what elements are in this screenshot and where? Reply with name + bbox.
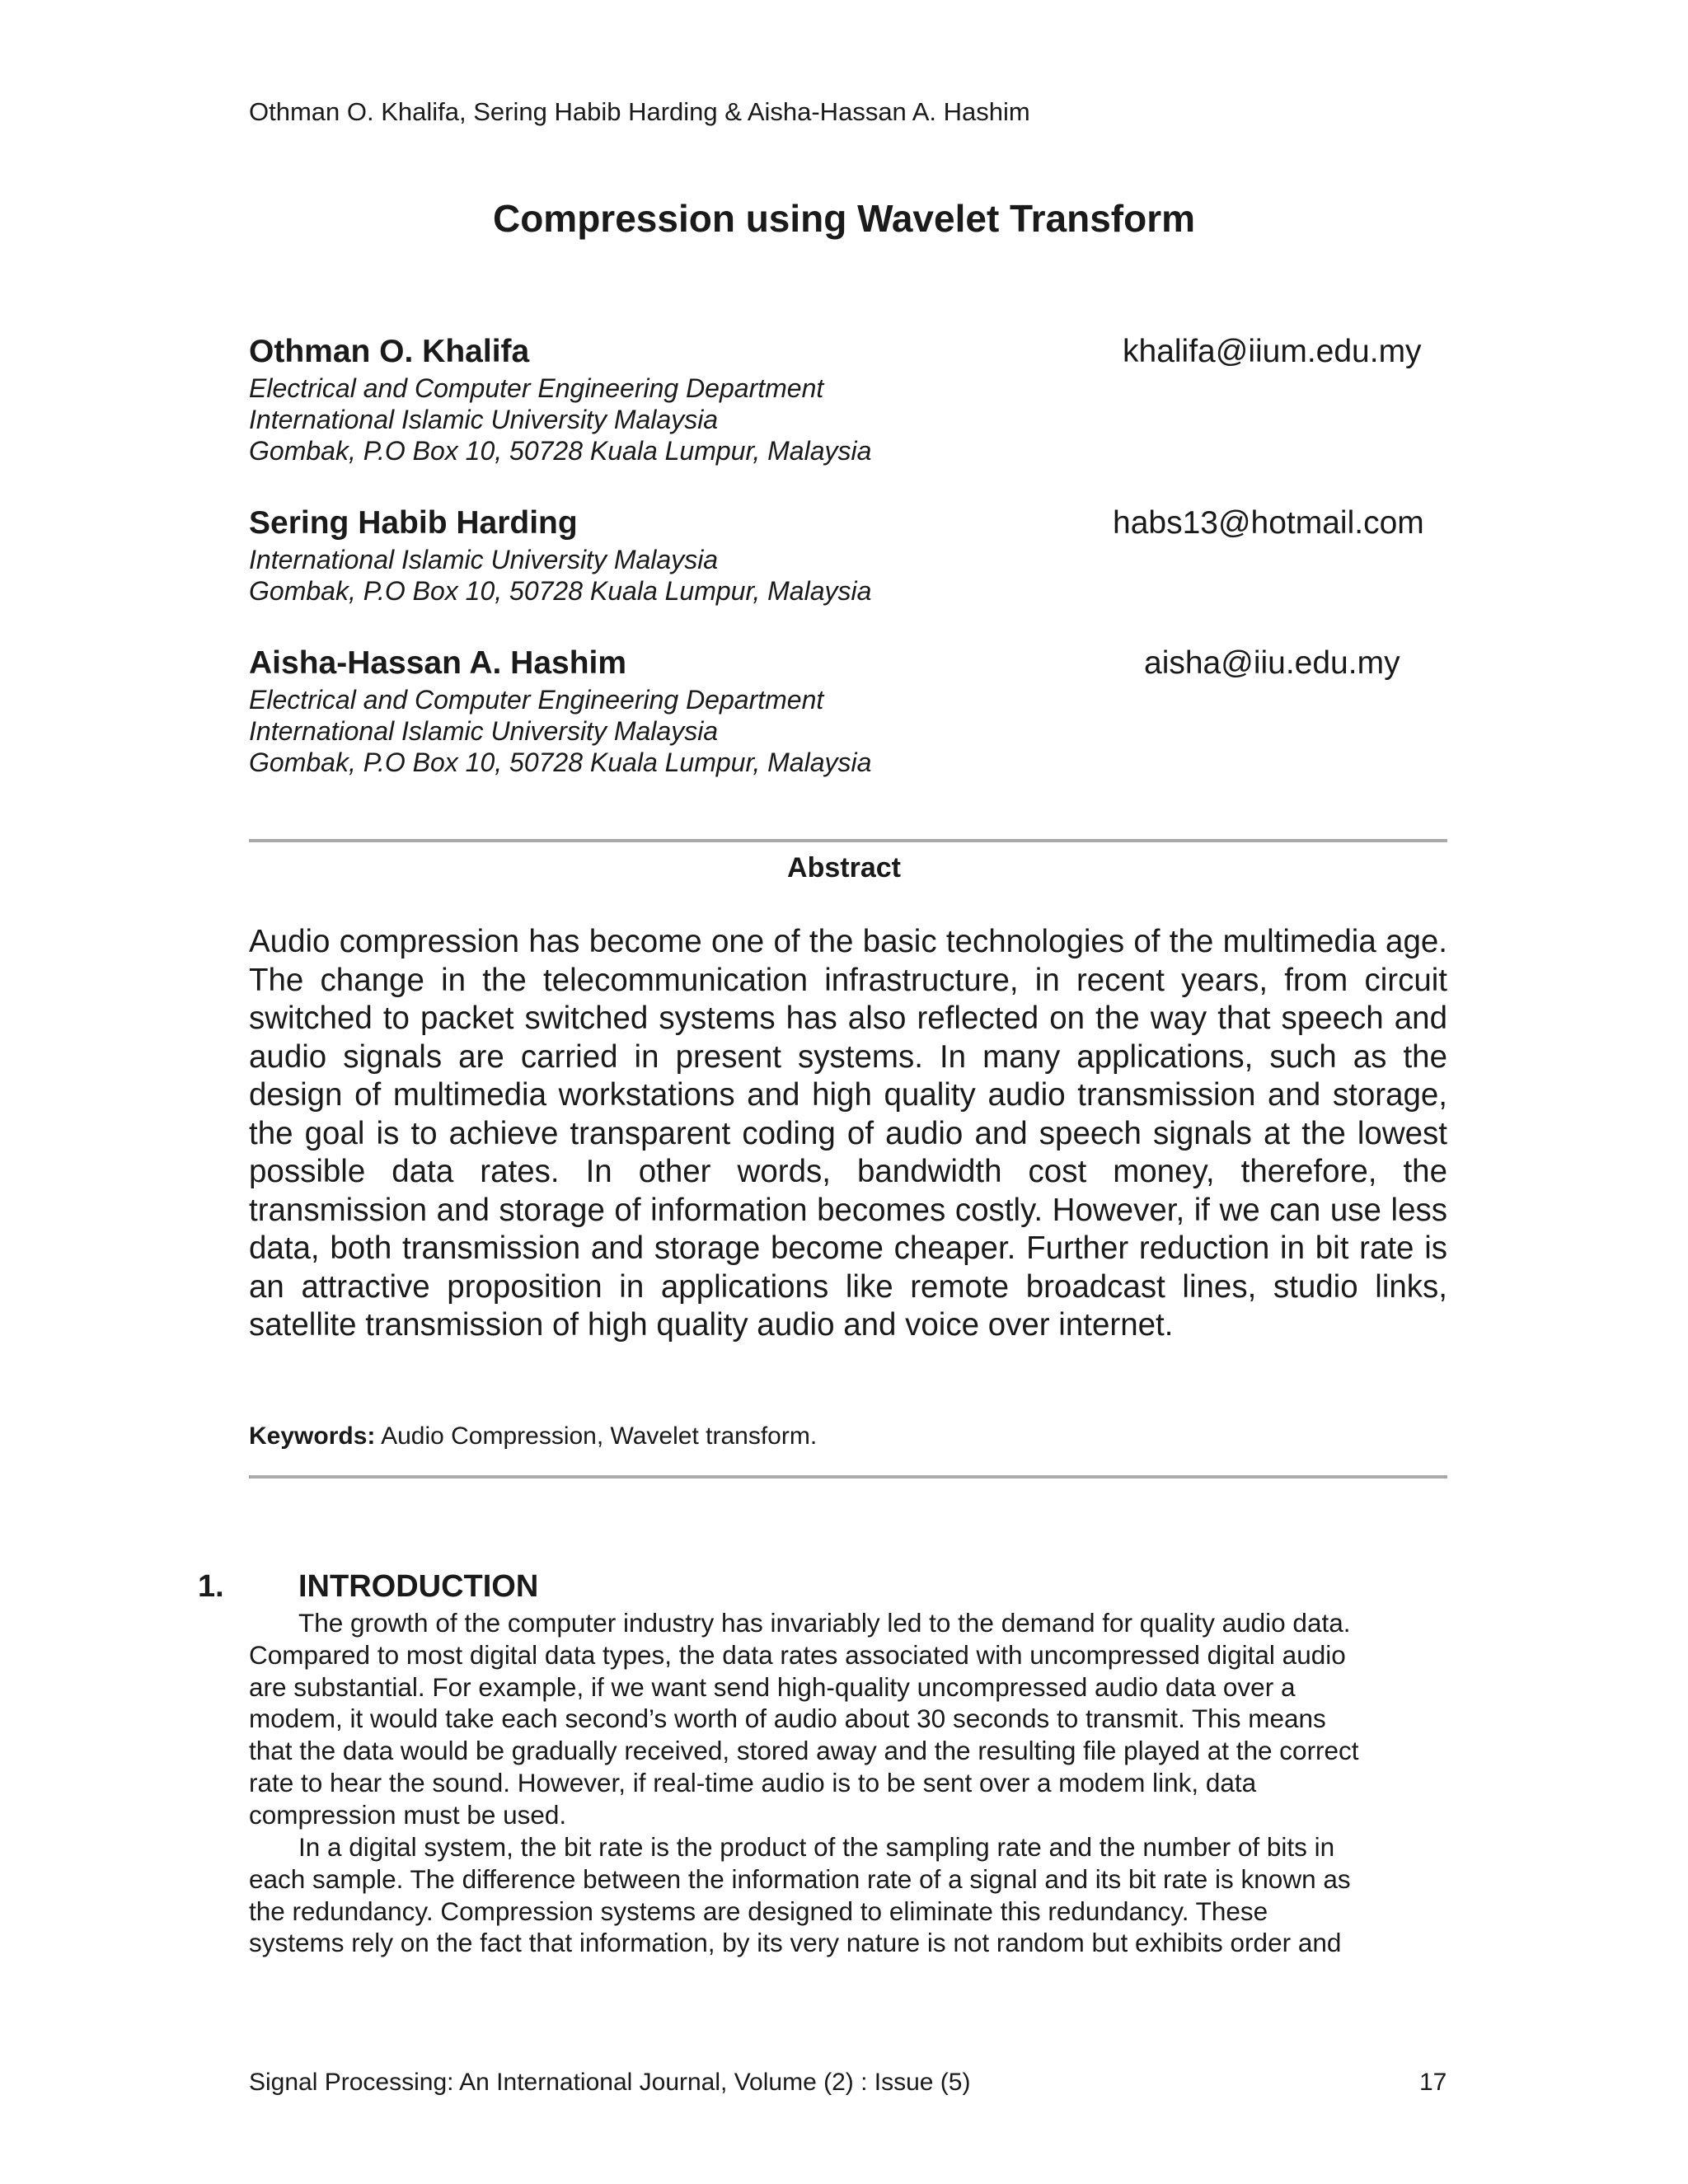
author-affiliation-line: Gombak, P.O Box 10, 50728 Kuala Lumpur, Malaysia xyxy=(249,748,872,777)
paragraph-line: rate to hear the sound. However, if real-time audio is to be sent over a modem link, data xyxy=(249,1767,1257,1797)
abstract-heading: Abstract xyxy=(787,852,901,883)
paragraph-line: are substantial. For example, if we want send high-quality uncompressed audio data over a xyxy=(249,1671,1296,1702)
author-name: Sering Habib Harding xyxy=(249,505,578,541)
abstract-top-rule xyxy=(249,839,1447,842)
author-block xyxy=(249,643,1432,778)
paragraph-line: In a digital system, the bit rate is the product of the sampling rate and the number of bits in xyxy=(298,1832,1335,1862)
paragraph-line: each sample. The difference between the information rate of a signal and its bit rate is known as xyxy=(249,1863,1351,1894)
running-head: Othman O. Khalifa, Sering Habib Harding & Aisha-Hassan A. Hashim xyxy=(249,97,1030,126)
author-affiliation-line: International Islamic University Malaysia xyxy=(249,545,719,574)
paragraph-line: Compared to most digital data types, the data rates associated with uncompressed digital audio xyxy=(249,1639,1346,1670)
paragraph-line: the redundancy. Compression systems are designed to eliminate this redundancy. These xyxy=(249,1896,1268,1926)
section-number: 1. xyxy=(198,1569,224,1604)
keywords-value: Audio Compression, Wavelet transform. xyxy=(381,1422,818,1450)
keywords xyxy=(249,1422,817,1451)
author-affiliation-line: Gombak, P.O Box 10, 50728 Kuala Lumpur, Malaysia xyxy=(249,576,872,606)
footer-journal: Signal Processing: An International Journal, Volume (2) : Issue (5) xyxy=(249,2069,971,2096)
paragraph-line: systems rely on the fact that information, by its very nature is not random but exhibits order and xyxy=(249,1928,1342,1958)
author-email[interactable]: aisha@iiu.edu.my xyxy=(1144,645,1400,681)
paper-title: Compression using Wavelet Transform xyxy=(492,197,1196,240)
author-affiliation-line: Electrical and Computer Engineering Department xyxy=(249,685,824,715)
keywords-label: Keywords: xyxy=(249,1422,376,1450)
paragraph-line: compression must be used. xyxy=(249,1799,567,1830)
paragraph-line: modem, it would take each second’s worth of audio about 30 seconds to transmit. This means xyxy=(249,1704,1326,1734)
author-name: Aisha-Hassan A. Hashim xyxy=(249,645,627,681)
author-name: Othman O. Khalifa xyxy=(249,334,530,369)
intro-paragraph xyxy=(249,1607,1452,1831)
author-block xyxy=(249,503,1432,607)
author-block xyxy=(249,331,1432,466)
author-affiliation-line: Gombak, P.O Box 10, 50728 Kuala Lumpur, Malaysia xyxy=(249,436,872,466)
abstract-text: Audio compression has become one of the basic technologies of the multimedia age. The change in the telecommunication infrastructure, in recent years, from circuit switched to packet switched systems has also reflected on the way that speech and audio signals are carried in present systems. In many applications, such as the design of multimedia workstations and high quality audio transmission and storage, the goal is to achieve transparent coding of audio and speech signals at the lowest possible data rates. In other words, bandwidth cost money, therefore, the transmission and storage of information becomes costly. However, if we can use less data, both transmission and storage become cheaper. Further reduction in bit rate is an attractive proposition in applications like remote broadcast lines, studio links, satellite transmission of high quality audio and voice over internet. xyxy=(249,924,1447,1343)
author-email[interactable]: khalifa@iium.edu.my xyxy=(1123,334,1422,369)
author-affiliation-line: International Islamic University Malaysia xyxy=(249,405,719,434)
intro-paragraph xyxy=(249,1831,1452,1959)
section-title: INTRODUCTION xyxy=(298,1569,539,1604)
page-number: 17 xyxy=(1419,2069,1447,2096)
paragraph-line: The growth of the computer industry has invariably led to the demand for quality audio data. xyxy=(298,1608,1351,1638)
author-affiliation-line: International Islamic University Malaysia xyxy=(249,716,719,746)
author-affiliation-line: Electrical and Computer Engineering Department xyxy=(249,373,824,403)
author-email[interactable]: habs13@hotmail.com xyxy=(1113,505,1424,541)
paragraph-line: that the data would be gradually received, stored away and the resulting file played at the correct xyxy=(249,1736,1359,1766)
abstract-bottom-rule xyxy=(249,1475,1447,1479)
